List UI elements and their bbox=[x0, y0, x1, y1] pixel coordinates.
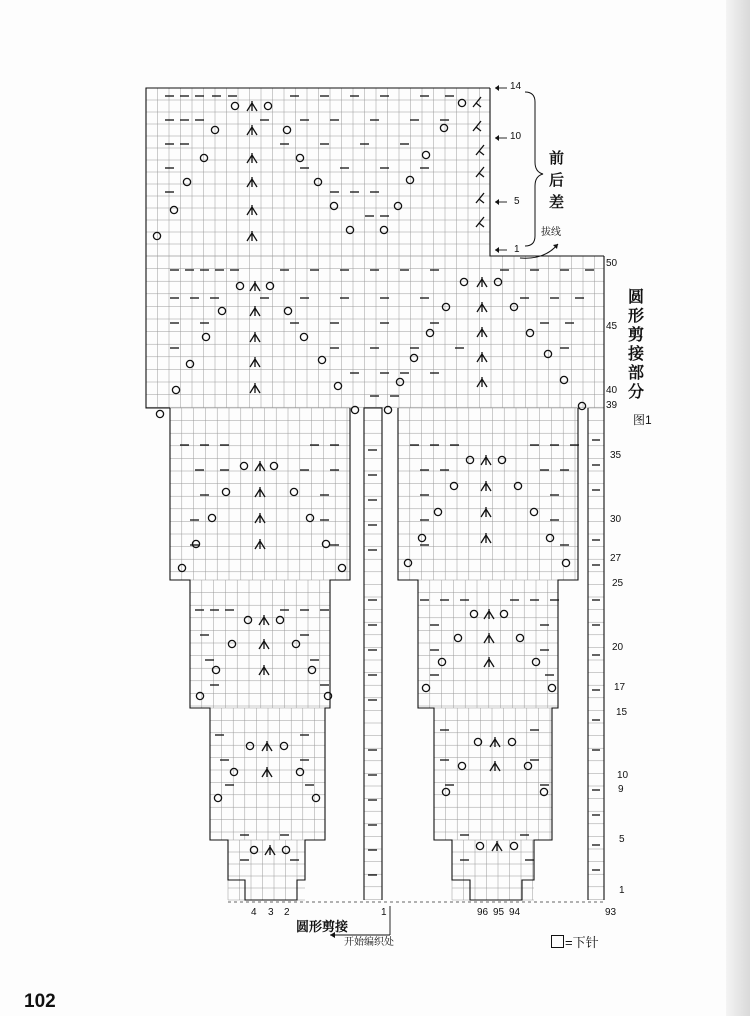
central-double-decrease-symbol bbox=[484, 633, 494, 643]
yarn-over-symbol bbox=[153, 232, 160, 239]
row-label: 27 bbox=[610, 553, 622, 564]
legend bbox=[551, 935, 599, 949]
yarn-over-symbol bbox=[276, 616, 283, 623]
central-double-decrease-symbol bbox=[247, 125, 257, 135]
arrow-head-icon bbox=[495, 85, 499, 91]
yarn-over-symbol bbox=[231, 102, 238, 109]
yarn-over-symbol bbox=[218, 307, 225, 314]
yarn-over-symbol bbox=[410, 354, 417, 361]
yarn-over-symbol bbox=[270, 462, 277, 469]
yarn-over-symbol bbox=[476, 842, 483, 849]
stitch-label: 4 bbox=[251, 907, 257, 918]
stitch-label: 95 bbox=[493, 907, 505, 918]
yarn-over-symbol bbox=[562, 559, 569, 566]
figure-label: 图1 bbox=[633, 413, 652, 427]
yarn-over-symbol bbox=[470, 610, 477, 617]
legend-text: =下针 bbox=[565, 935, 599, 950]
yarn-over-symbol bbox=[426, 329, 433, 336]
yarn-over-symbol bbox=[156, 410, 163, 417]
central-double-decrease-symbol bbox=[481, 455, 491, 465]
yarn-over-symbol bbox=[244, 616, 251, 623]
yarn-over-symbol bbox=[283, 126, 290, 133]
central-double-decrease-symbol bbox=[265, 845, 275, 855]
central-double-decrease-symbol bbox=[484, 657, 494, 667]
brace bbox=[525, 92, 543, 246]
right-edge-decrease-symbol bbox=[473, 97, 481, 107]
yarn-over-symbol bbox=[442, 303, 449, 310]
row-label: 40 bbox=[606, 385, 618, 396]
start-label: 开始编织处 bbox=[344, 937, 394, 948]
yarn-over-symbol bbox=[546, 534, 553, 541]
row-label: 17 bbox=[614, 682, 626, 693]
central-double-decrease-symbol bbox=[477, 302, 487, 312]
yarn-over-symbol bbox=[466, 456, 473, 463]
arrow-head-icon bbox=[495, 135, 499, 141]
yarn-over-symbol bbox=[422, 684, 429, 691]
central-double-decrease-symbol bbox=[250, 357, 260, 367]
yarn-over-symbol bbox=[312, 794, 319, 801]
central-double-decrease-symbol bbox=[490, 761, 500, 771]
yarn-over-symbol bbox=[300, 333, 307, 340]
yarn-over-symbol bbox=[186, 360, 193, 367]
central-double-decrease-symbol bbox=[481, 533, 491, 543]
yarn-over-symbol bbox=[334, 382, 341, 389]
yarn-over-symbol bbox=[438, 658, 445, 665]
row-label: 20 bbox=[612, 642, 624, 653]
yarn-over-symbol bbox=[230, 768, 237, 775]
top-shaping-label: 前后差 bbox=[549, 150, 565, 211]
yarn-over-symbol bbox=[442, 788, 449, 795]
arrow-head-icon bbox=[495, 247, 499, 253]
yarn-over-symbol bbox=[560, 376, 567, 383]
central-double-decrease-symbol bbox=[477, 277, 487, 287]
row-label: 1 bbox=[514, 244, 520, 255]
row-label: 45 bbox=[606, 321, 618, 332]
chart-block-outline bbox=[398, 408, 578, 900]
row-label: 35 bbox=[610, 450, 622, 461]
row-label: 1 bbox=[619, 885, 625, 896]
yarn-over-symbol bbox=[434, 508, 441, 515]
central-double-decrease-symbol bbox=[250, 306, 260, 316]
stitch-label: 96 bbox=[477, 907, 489, 918]
yarn-over-symbol bbox=[526, 329, 533, 336]
central-double-decrease-symbol bbox=[259, 615, 269, 625]
yarn-over-symbol bbox=[500, 610, 507, 617]
yarn-over-symbol bbox=[282, 846, 289, 853]
row-label: 5 bbox=[514, 196, 520, 207]
central-double-decrease-symbol bbox=[490, 737, 500, 747]
central-double-decrease-symbol bbox=[481, 481, 491, 491]
central-double-decrease-symbol bbox=[477, 327, 487, 337]
diagram-title: 圆形剪接 部分 bbox=[628, 289, 645, 401]
yarn-over-symbol bbox=[384, 406, 391, 413]
central-double-decrease-symbol bbox=[492, 841, 502, 851]
stitch-label: 1 bbox=[381, 907, 387, 918]
row-label: 30 bbox=[610, 514, 622, 525]
central-double-decrease-symbol bbox=[484, 609, 494, 619]
central-double-decrease-symbol bbox=[259, 665, 269, 675]
central-double-decrease-symbol bbox=[262, 741, 272, 751]
yarn-over-symbol bbox=[318, 356, 325, 363]
chart-block-outline bbox=[364, 408, 382, 900]
yarn-over-symbol bbox=[284, 307, 291, 314]
knit-symbol-icon bbox=[551, 935, 564, 948]
grid-block bbox=[190, 580, 330, 708]
row-label: 50 bbox=[606, 258, 618, 269]
grid-block bbox=[364, 408, 382, 900]
right-edge-decrease-symbol bbox=[476, 217, 484, 227]
yarn-over-symbol bbox=[170, 206, 177, 213]
yarn-over-symbol bbox=[236, 282, 243, 289]
yarn-over-symbol bbox=[578, 402, 585, 409]
yarn-over-symbol bbox=[458, 99, 465, 106]
chart-block-outline bbox=[170, 408, 350, 900]
round-label: 圆形剪接 bbox=[296, 919, 349, 934]
central-double-decrease-symbol bbox=[481, 507, 491, 517]
grid-block bbox=[228, 840, 305, 900]
row-label: 15 bbox=[616, 707, 628, 718]
central-double-decrease-symbol bbox=[247, 101, 257, 111]
central-double-decrease-symbol bbox=[247, 153, 257, 163]
yarn-over-symbol bbox=[280, 742, 287, 749]
yarn-over-symbol bbox=[351, 406, 358, 413]
yarn-over-symbol bbox=[510, 842, 517, 849]
arrow-head-icon bbox=[495, 199, 499, 205]
central-double-decrease-symbol bbox=[247, 205, 257, 215]
stitch-label: 94 bbox=[509, 907, 521, 918]
central-double-decrease-symbol bbox=[255, 461, 265, 471]
grid-block bbox=[146, 88, 490, 256]
central-double-decrease-symbol bbox=[250, 383, 260, 393]
yarn-over-symbol bbox=[200, 154, 207, 161]
yarn-over-symbol bbox=[544, 350, 551, 357]
row-label: 9 bbox=[618, 784, 624, 795]
yarn-over-symbol bbox=[458, 762, 465, 769]
stitch-label: 3 bbox=[268, 907, 274, 918]
page-number: 102 bbox=[24, 991, 56, 1012]
central-double-decrease-symbol bbox=[255, 513, 265, 523]
grid-block bbox=[418, 580, 558, 708]
central-double-decrease-symbol bbox=[255, 539, 265, 549]
right-edge-decrease-symbol bbox=[476, 193, 484, 203]
yarn-over-symbol bbox=[228, 640, 235, 647]
yarn-over-symbol bbox=[308, 666, 315, 673]
row-label: 5 bbox=[619, 834, 625, 845]
yarn-over-symbol bbox=[454, 634, 461, 641]
yarn-over-symbol bbox=[290, 488, 297, 495]
yarn-over-symbol bbox=[380, 226, 387, 233]
yarn-over-symbol bbox=[494, 278, 501, 285]
chart-symbols bbox=[153, 96, 600, 875]
yarn-over-symbol bbox=[172, 386, 179, 393]
yarn-over-symbol bbox=[330, 202, 337, 209]
yarn-over-symbol bbox=[314, 178, 321, 185]
yarn-over-symbol bbox=[264, 102, 271, 109]
central-double-decrease-symbol bbox=[247, 231, 257, 241]
yarn-over-symbol bbox=[346, 226, 353, 233]
chart-block-outline bbox=[146, 256, 170, 408]
yarn-over-symbol bbox=[406, 176, 413, 183]
right-edge-decrease-symbol bbox=[476, 145, 484, 155]
yarn-over-symbol bbox=[306, 514, 313, 521]
yarn-over-symbol bbox=[548, 684, 555, 691]
yarn-over-symbol bbox=[222, 488, 229, 495]
yarn-over-symbol bbox=[214, 794, 221, 801]
yarn-over-symbol bbox=[540, 788, 547, 795]
bind-off-label: 拔线 bbox=[541, 227, 561, 238]
grid-block bbox=[146, 256, 604, 408]
row-label: 25 bbox=[612, 578, 624, 589]
central-double-decrease-symbol bbox=[259, 639, 269, 649]
grid-block bbox=[398, 408, 578, 580]
yarn-over-symbol bbox=[394, 202, 401, 209]
yarn-over-symbol bbox=[250, 846, 257, 853]
central-double-decrease-symbol bbox=[262, 767, 272, 777]
yarn-over-symbol bbox=[208, 514, 215, 521]
yarn-over-symbol bbox=[516, 634, 523, 641]
yarn-over-symbol bbox=[338, 564, 345, 571]
row-label: 14 bbox=[510, 81, 522, 92]
grid-block bbox=[588, 408, 604, 900]
yarn-over-symbol bbox=[183, 178, 190, 185]
yarn-over-symbol bbox=[530, 508, 537, 515]
yarn-over-symbol bbox=[404, 559, 411, 566]
yarn-over-symbol bbox=[296, 154, 303, 161]
row-label: 10 bbox=[510, 131, 522, 142]
yarn-over-symbol bbox=[498, 456, 505, 463]
yarn-over-symbol bbox=[418, 534, 425, 541]
central-double-decrease-symbol bbox=[250, 332, 260, 342]
yarn-over-symbol bbox=[524, 762, 531, 769]
central-double-decrease-symbol bbox=[247, 177, 257, 187]
yarn-over-symbol bbox=[240, 462, 247, 469]
stitch-label: 93 bbox=[605, 907, 617, 918]
right-edge-decrease-symbol bbox=[473, 121, 481, 131]
yarn-over-symbol bbox=[246, 742, 253, 749]
yarn-over-symbol bbox=[508, 738, 515, 745]
yarn-over-symbol bbox=[460, 278, 467, 285]
yarn-over-symbol bbox=[440, 124, 447, 131]
row-label: 39 bbox=[606, 400, 618, 411]
central-double-decrease-symbol bbox=[250, 281, 260, 291]
central-double-decrease-symbol bbox=[255, 487, 265, 497]
row-label: 10 bbox=[617, 770, 629, 781]
grid-block bbox=[434, 708, 552, 840]
stitch-label: 2 bbox=[284, 907, 290, 918]
yarn-over-symbol bbox=[296, 768, 303, 775]
yarn-over-symbol bbox=[422, 151, 429, 158]
